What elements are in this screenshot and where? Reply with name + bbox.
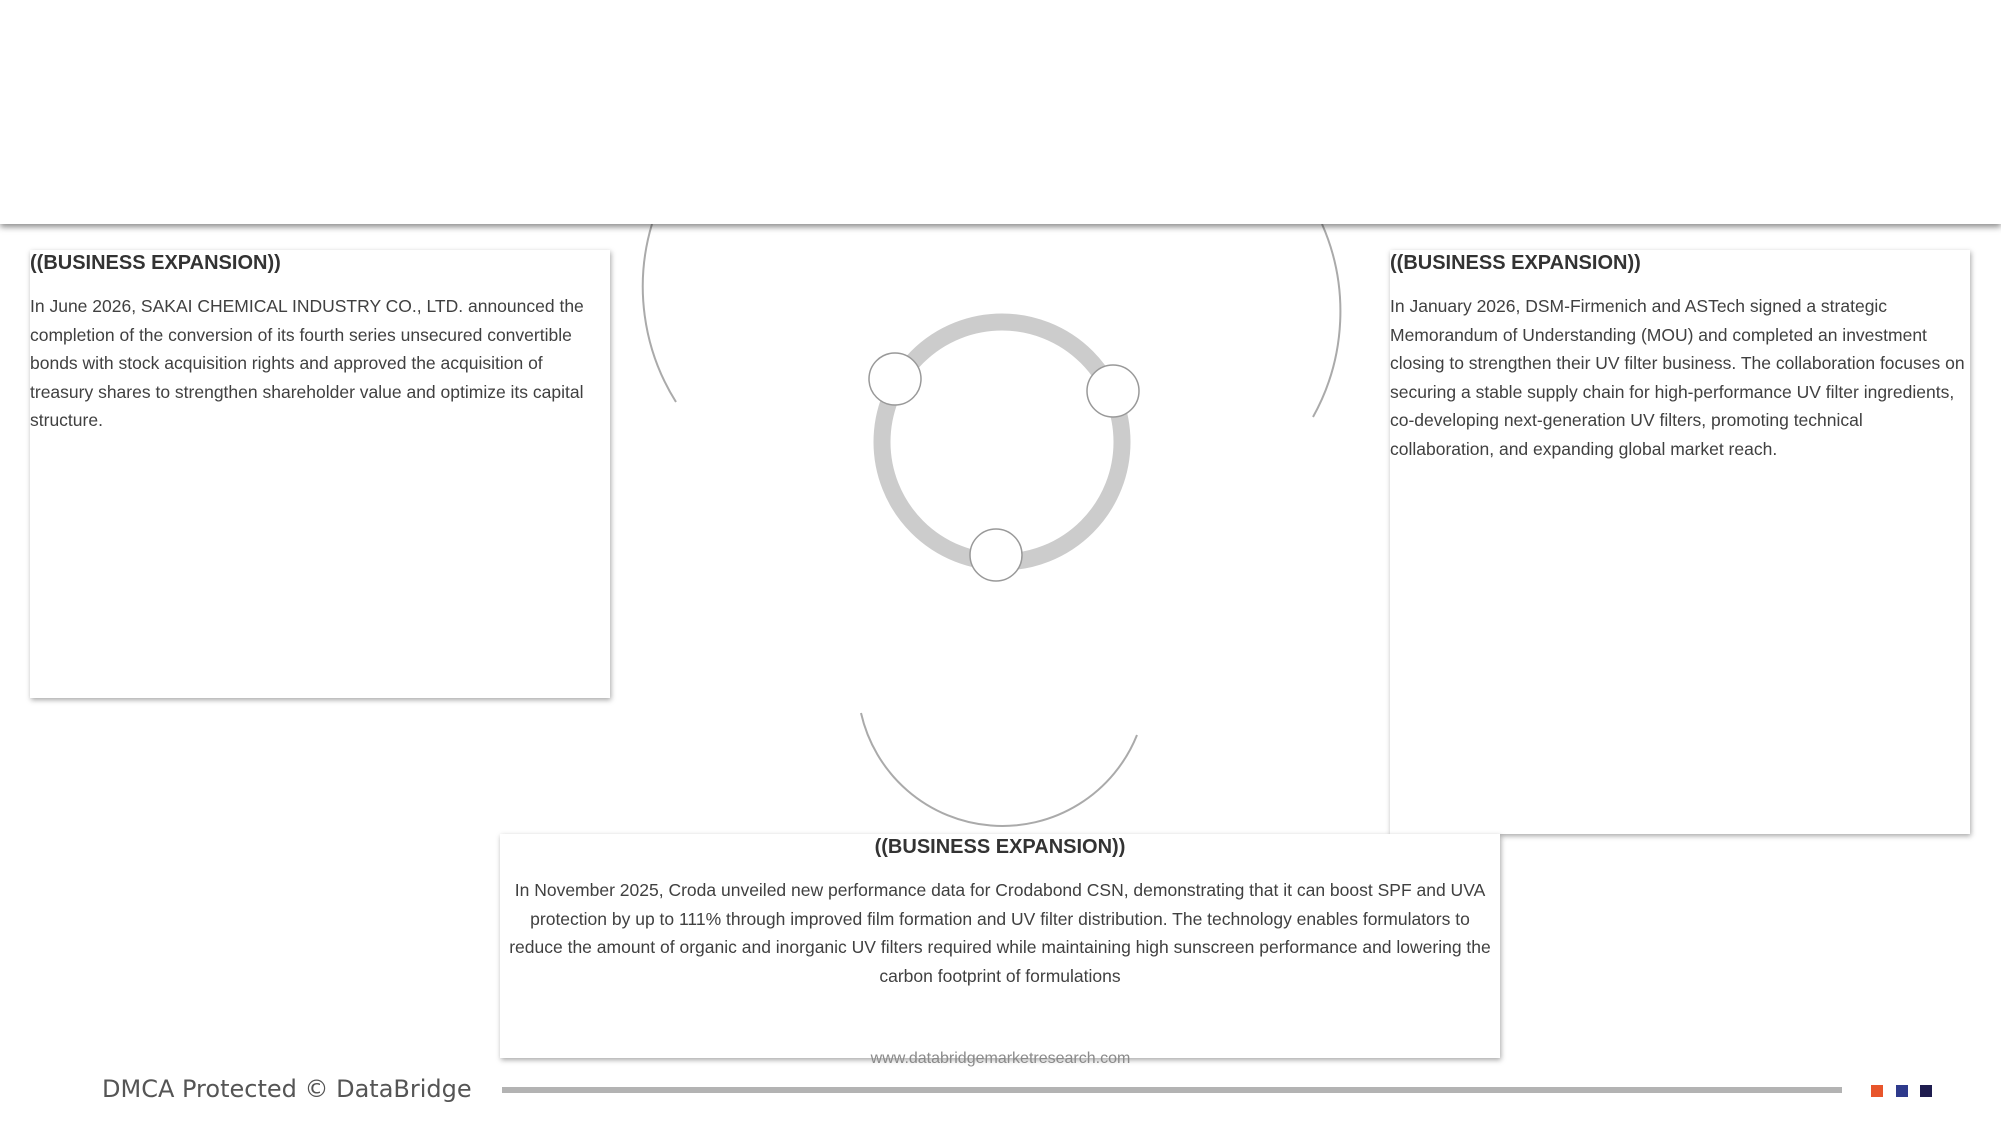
card-sakai bbox=[30, 250, 610, 698]
card-body: In January 2026, DSM-Firmenich and ASTech signed a strategic Memorandum of Understanding (MOU) and completed an investment closing to strengthen their UV filter business. The collaboration focuses on securing a stable supply chain for high-performance UV filter ingredients, co-developing next-generation UV filters, promoting technical collaboration, and expanding global market reach. bbox=[1390, 296, 1965, 459]
card-dsm-firmenich bbox=[1390, 250, 1970, 834]
center-ring bbox=[882, 322, 1122, 562]
node-bottom bbox=[970, 529, 1022, 581]
copyright-text: DMCA Protected © DataBridge bbox=[102, 1075, 472, 1103]
left-arc bbox=[643, 224, 676, 402]
brand-square-navy bbox=[1920, 1085, 1932, 1097]
brand-square-blue bbox=[1896, 1085, 1908, 1097]
card-title: ((BUSINESS EXPANSION)) bbox=[30, 252, 281, 274]
website-url: www.databridgemarketresearch.com bbox=[870, 1050, 1131, 1067]
right-arc bbox=[1313, 224, 1340, 417]
node-left bbox=[869, 353, 921, 405]
node-right bbox=[1087, 365, 1139, 417]
card-body: In June 2026, SAKAI CHEMICAL INDUSTRY CO., LTD. announced the completion of the conversion of its fourth series unsecured convertible bonds with stock acquisition rights and approved the acquisition of treasury shares to strengthen shareholder value and optimize its capital structure. bbox=[30, 296, 584, 430]
card-croda bbox=[500, 834, 1500, 1058]
brand-square-orange bbox=[1871, 1085, 1883, 1097]
bottom-arc bbox=[861, 713, 1137, 826]
header-band bbox=[0, 0, 2001, 224]
card-title: ((BUSINESS EXPANSION)) bbox=[1390, 252, 1641, 274]
card-body: In November 2025, Croda unveiled new performance data for Crodabond CSN, demonstrating that it can boost SPF and UVA protection by up to 111% through improved film formation and UV filter distribution. The technology enables formulators to reduce the amount of organic and inorganic UV filters required while maintaining high sunscreen performance and lowering the carbon footprint of formulations bbox=[509, 880, 1491, 986]
footer-divider bbox=[502, 1087, 1842, 1093]
card-title: ((BUSINESS EXPANSION)) bbox=[874, 836, 1126, 858]
